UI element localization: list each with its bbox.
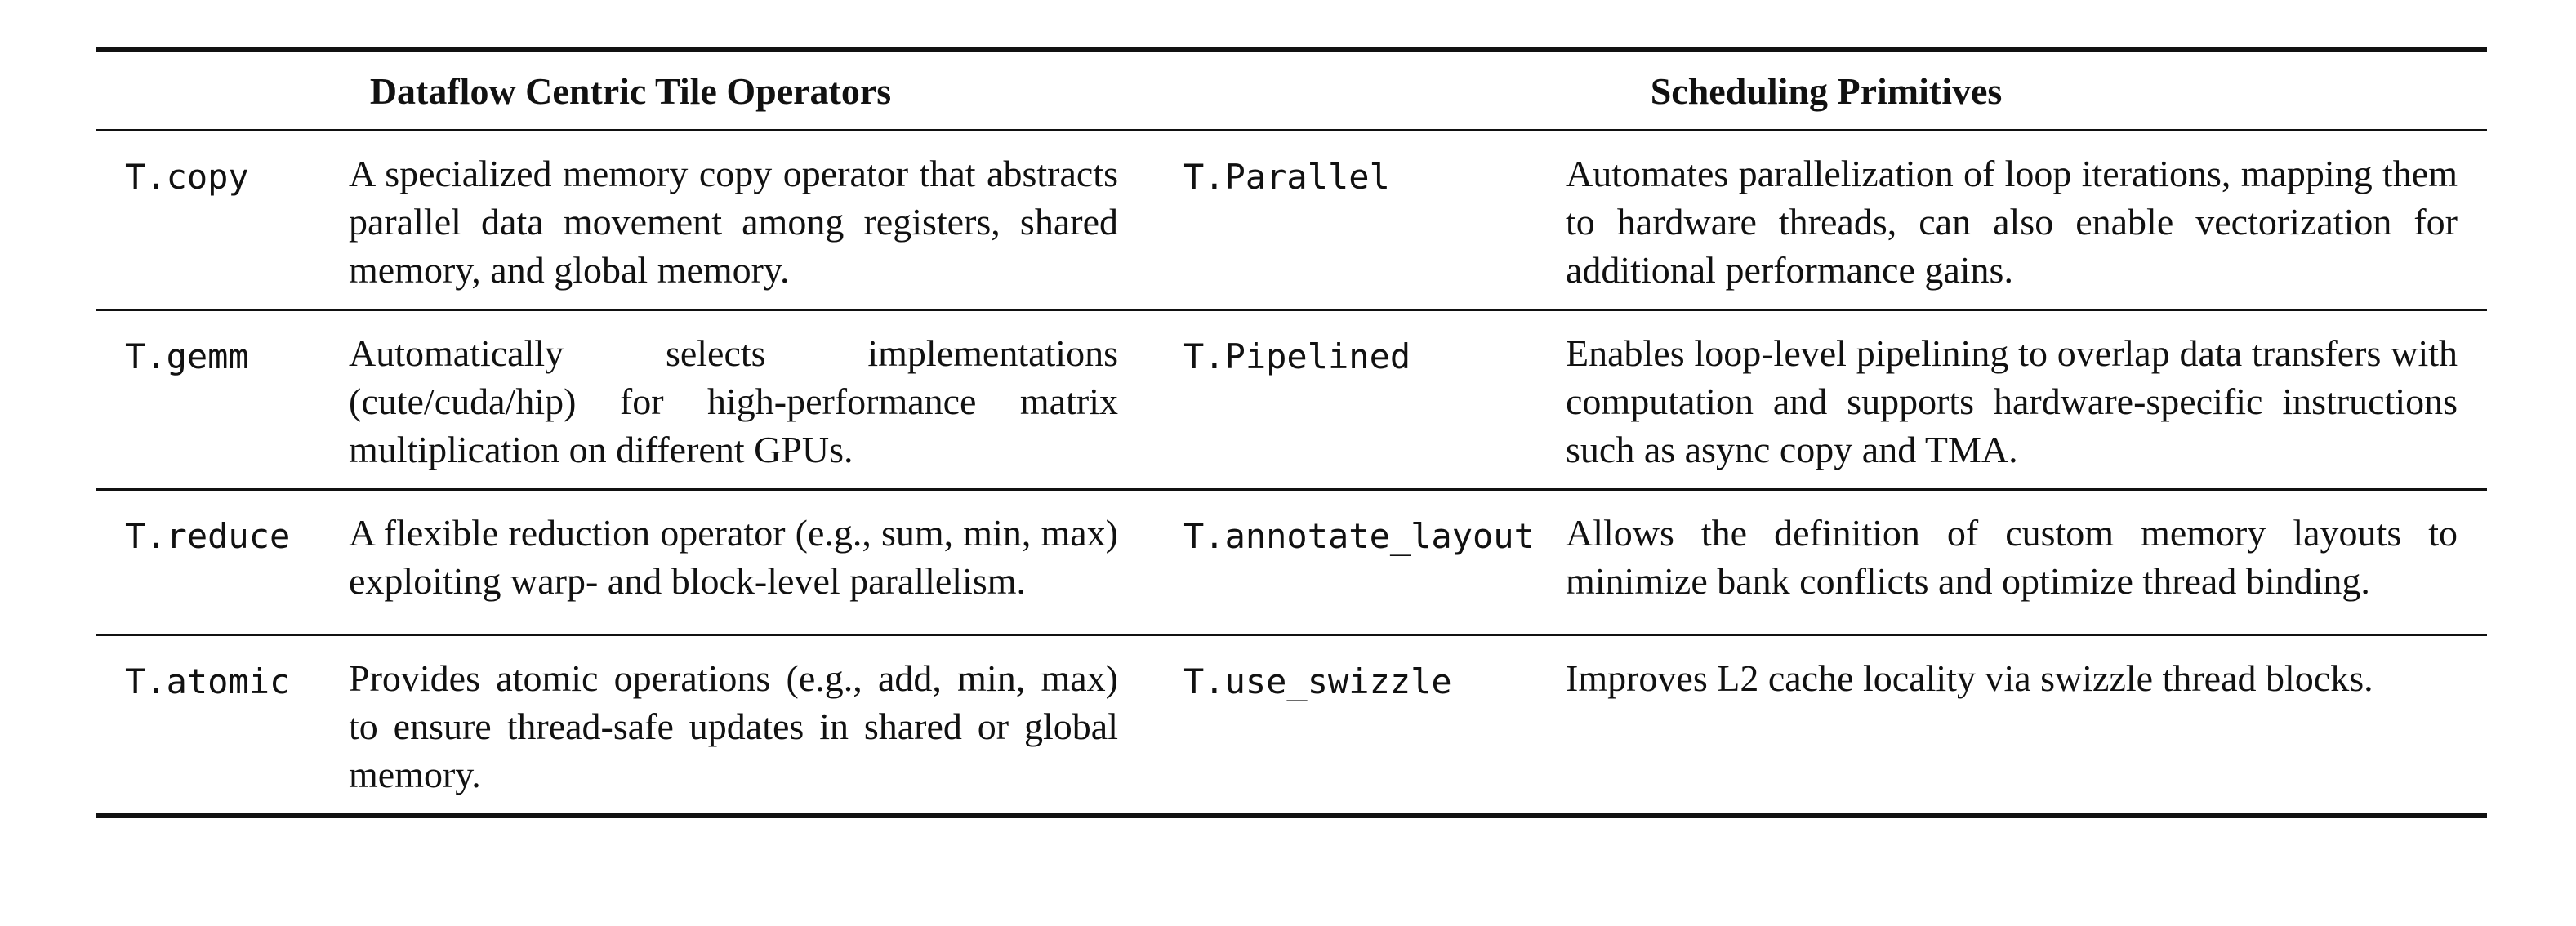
primitive-name: T.Pipelined [1183, 336, 1411, 376]
primitive-name: T.use_swizzle [1183, 661, 1452, 701]
table-row [96, 635, 2487, 817]
operators-table-container [96, 47, 2487, 818]
operator-name: T.reduce [125, 516, 291, 556]
primitive-description: Improves L2 cache locality via swizzle thread blocks. [1566, 657, 2373, 699]
operator-name: T.gemm [125, 336, 249, 376]
primitive-description: Enables loop-level pipelining to overlap data transfers with computation and supports hardware-specific instructions such as async copy and TMA. [1566, 332, 2458, 470]
operator-description: Provides atomic operations (e.g., add, min, max) to ensure thread-safe updates in shared or global memory. [349, 657, 1118, 795]
operator-description: A flexible reduction operator (e.g., sum, min, max) exploiting warp- and block-level parallelism. [349, 512, 1118, 602]
table-row [96, 490, 2487, 635]
operator-description: A specialized memory copy operator that abstracts parallel data movement among registers, shared memory, and global memory. [349, 153, 1118, 291]
primitive-description: Allows the definition of custom memory layouts to minimize bank conflicts and optimize thread binding. [1566, 512, 2458, 602]
table-row [96, 131, 2487, 310]
operator-name: T.atomic [125, 661, 291, 701]
operators-table [96, 47, 2487, 818]
primitive-description: Automates parallelization of loop iterations, mapping them to hardware threads, can also enable vectorization for additional performance gains. [1566, 153, 2458, 291]
operator-description: Automatically selects implementations (cute/cuda/hip) for high-performance matrix multiplication on different GPUs. [349, 332, 1118, 470]
primitive-name: T.Parallel [1183, 157, 1390, 197]
table-row [96, 310, 2487, 490]
table-header-row [96, 50, 2487, 131]
header-dataflow-operators: Dataflow Centric Tile Operators [369, 69, 892, 112]
header-scheduling-primitives: Scheduling Primitives [1650, 69, 2003, 112]
operator-name: T.copy [125, 157, 249, 197]
primitive-name: T.annotate_layout [1183, 516, 1535, 556]
